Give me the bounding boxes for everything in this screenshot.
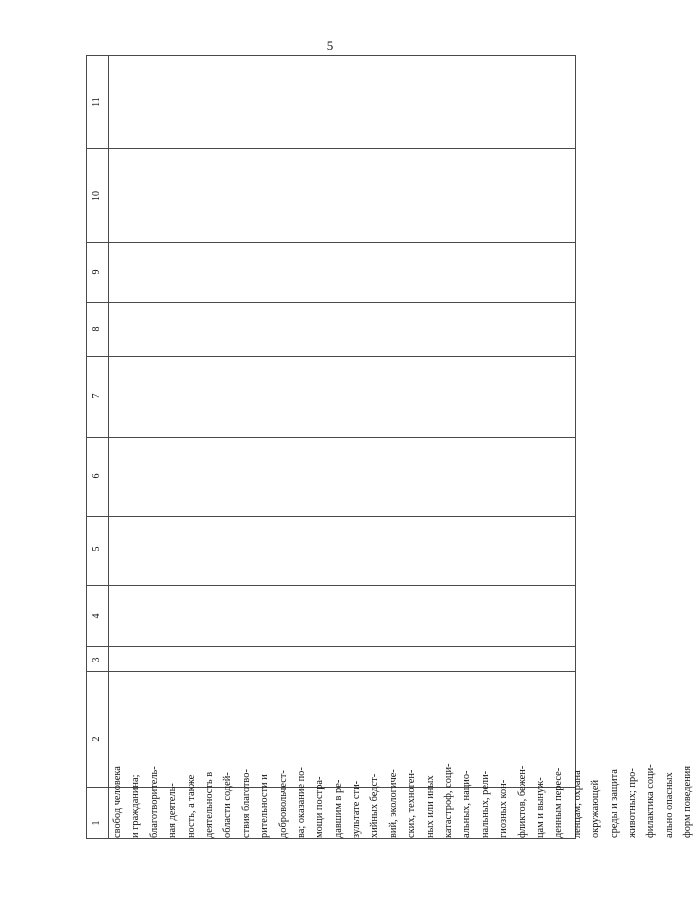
cell-text-line: вий, экологиче- (387, 769, 399, 838)
cell-text-line: области содей- (222, 772, 234, 838)
cell-text-line: мощи постра- (314, 776, 326, 838)
cell-text-line: благотворитель- (148, 766, 160, 838)
column-number-10: 10 (91, 191, 102, 201)
cell-text-line: нальных, рели- (479, 770, 491, 838)
cell-text-line: филактика соци- (645, 764, 657, 838)
cell-text-line: окружающей (590, 779, 602, 838)
cell-text-line: ально опасных (663, 772, 675, 838)
cell-text-line: давшим в ре- (332, 779, 344, 838)
cell-text-line: ствия благотво- (240, 769, 252, 838)
table-border-left (86, 55, 87, 839)
column-number-9: 9 (91, 269, 102, 275)
cell-text-line: ная деятель- (167, 783, 179, 838)
table-border-top (86, 55, 576, 56)
cell-text-line: зультате сти- (351, 780, 363, 838)
cell-text-line: гиозных кон- (498, 779, 510, 838)
cell-text-line: цам и вынуж- (534, 777, 546, 838)
cell-text-line: рительности и (259, 774, 271, 838)
col-boundary-9-10 (86, 242, 576, 243)
cell-text-line: денным пересе- (553, 767, 565, 838)
column-number-3: 3 (91, 657, 102, 663)
column-number-11: 11 (91, 97, 102, 107)
column-number-6: 6 (91, 473, 102, 479)
col-boundary-10-11 (86, 148, 576, 149)
cell-text-line: свобод человека (112, 766, 123, 838)
cell-text-line: добровольчест- (277, 770, 289, 838)
column-number-5: 5 (91, 546, 102, 552)
cell-text-line: ных или иных (424, 775, 436, 838)
column-number-1: 1 (91, 820, 102, 826)
col-boundary-8-9 (86, 302, 576, 303)
column-2-cell-text (109, 348, 698, 838)
cell-text-line: и гражданина; (130, 774, 142, 838)
table-border-bottom (86, 838, 576, 839)
cell-text-line: деятельность в (203, 771, 215, 838)
cell-text-line: форм поведения (682, 765, 694, 838)
cell-text-line: ленцам; охрана (571, 770, 583, 838)
cell-text-line: среды и защита (608, 769, 620, 838)
cell-text-line: фликтов, бежен- (516, 765, 528, 838)
column-number-4: 4 (91, 613, 102, 619)
cell-text-line: катастроф, соци- (443, 763, 455, 838)
cell-text-line: альных, нацио- (461, 770, 473, 838)
cell-text-line: хийных бедст- (369, 773, 381, 838)
column-number-8: 8 (91, 326, 102, 332)
column-number-7: 7 (91, 393, 102, 399)
cell-text-line: ва; оказание по- (295, 767, 307, 838)
cell-text-line: ность, а также (185, 774, 197, 838)
cell-text-line: ских, техноген- (406, 769, 418, 838)
cell-text-line: животных; про- (626, 768, 638, 838)
page-number: 5 (326, 38, 334, 53)
column-number-2: 2 (91, 736, 102, 742)
